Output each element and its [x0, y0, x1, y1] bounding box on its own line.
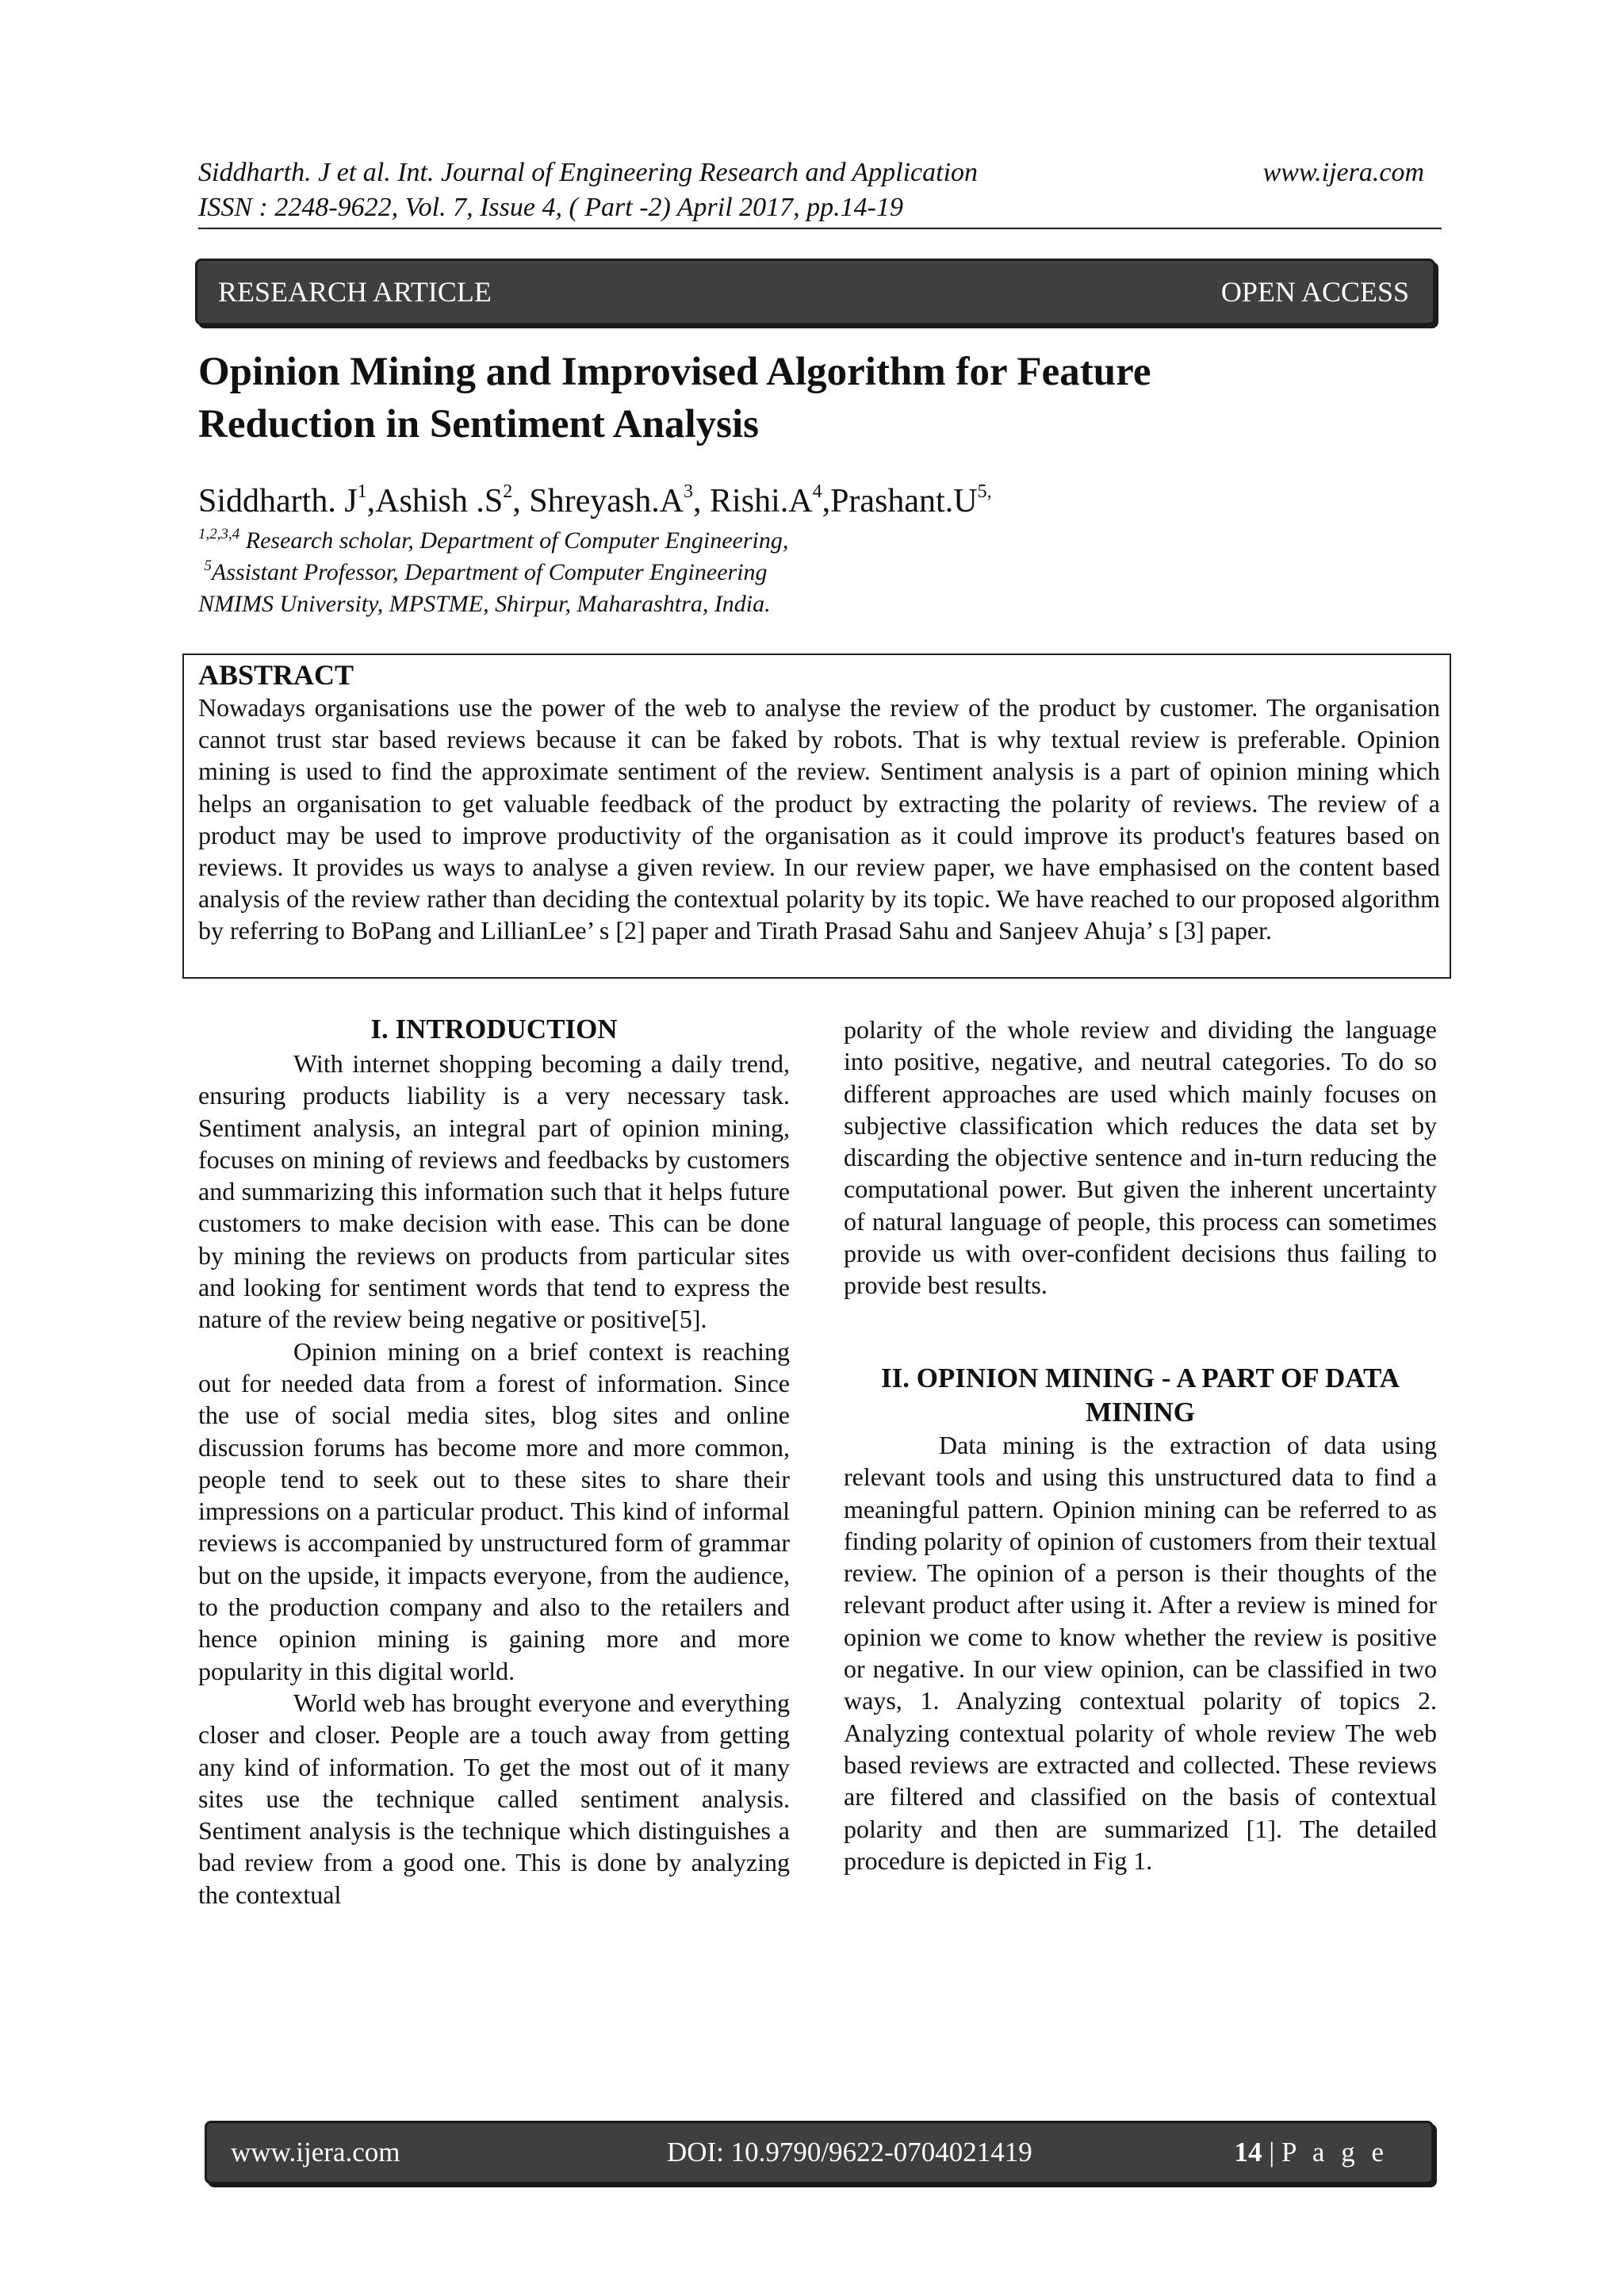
abstract-text: Nowadays organisations use the power of the web to analyse the review of the product by customer. The organisation cannot trust star based reviews because it can be faked by robots. That is why textual review is preferable. Opinion mining is used to find the approximate sentiment of the review. Sentiment analysis is a part of opinion mining which helps an organisation to get valuable feedback of the product by extracting the polarity of reviews. The review of a product may be used to improve productivity of the organisation as it could improve its product's features based on reviews. It provides us ways to analyse a given review. In our review paper, we have emphasised on the content based analysis of the review rather than deciding the contextual polarity by its topic. We have reached to our proposed algorithm by referring to BoPang and LillianLee’ s [2] paper and Tirath Prasad Sahu and Sanjeev Ahuja’ s [3] paper.	[198, 693, 1440, 945]
article-type-label: RESEARCH ARTICLE	[218, 276, 492, 308]
author-list	[198, 479, 992, 523]
affiliation-text: Research scholar, Department of Computer Engineering,	[239, 527, 789, 554]
affiliation-sup: 5	[204, 558, 212, 574]
issn-line: ISSN : 2248-9622, Vol. 7, Issue 4, ( Part -2) April 2017, pp.14-19	[198, 193, 903, 222]
article-type-bar	[195, 259, 1435, 325]
footer-page	[1234, 2123, 1388, 2182]
paragraph: Opinion mining on a brief context is reaching out for needed data from a forest of information. Since the use of social media sites, blog sites and online discussion forums has become more and more common, people tend to seek out to these sites to share their impressions on a particular product. This kind of informal reviews is accompanied by unstructured form of grammar but on the upside, it impacts everyone, from the audience, to the production company and also to the retailers and hence opinion mining is gaining more and more popularity in this digital world.	[198, 1336, 790, 1685]
left-column	[198, 1048, 790, 1911]
section-heading-introduction: I. INTRODUCTION	[370, 1014, 618, 1045]
author-name: ,Ashish .S	[366, 483, 504, 519]
author-name: ,Prashant.U	[822, 483, 978, 519]
author-name: , Rishi.A	[693, 483, 813, 519]
affiliation-sup: 1,2,3,4	[198, 526, 240, 542]
page-word: P a g e	[1281, 2137, 1388, 2168]
author-sup: 2	[503, 481, 513, 502]
author-sup: 5,	[977, 481, 992, 502]
page-separator: |	[1262, 2137, 1281, 2168]
right-column-section2	[844, 1429, 1437, 1876]
access-label: OPEN ACCESS	[1220, 276, 1409, 308]
affiliation-text: Assistant Professor, Department of Computer Engineering	[212, 559, 768, 585]
footer-website: www.ijera.com	[231, 2137, 400, 2168]
paragraph: With internet shopping becoming a daily trend, ensuring products liability is a very necessary task. Sentiment analysis, an integral part of opinion mining, focuses on mining of reviews and feedbacks by customers and summarizing this information such that it helps future customers to make decision with ease. This can be done by mining the reviews on products from particular sites and looking for sentiment words that tend to express the nature of the review being negative or positive[5].	[198, 1049, 790, 1334]
section-heading-opinion-mining: II. OPINION MINING - A PART OF DATA MINING	[880, 1363, 1400, 1428]
paragraph: Data mining is the extraction of data using relevant tools and using this unstructured data to find a meaningful pattern. Opinion mining can be referred to as finding polarity of opinion of customers from their textual review. The opinion of a person is their thoughts of the relevant product after using it. After a review is mined for opinion we come to know whether the review is positive or negative. In our view opinion, can be classified in two ways, 1. Analyzing contextual polarity of topics 2. Analyzing contextual polarity of whole review The web based reviews are extracted and collected. These reviews are filtered and classified on the basis of contextual polarity and then are summarized [1]. The detailed procedure is depicted in Fig 1.	[844, 1431, 1437, 1875]
author-sup: 3	[684, 481, 694, 502]
journal-citation: Siddharth. J et al. Int. Journal of Engineering Research and Application	[198, 158, 979, 187]
author-name: , Shreyash.A	[512, 483, 684, 519]
footer-bar	[205, 2121, 1434, 2184]
paragraph: World web has brought everyone and everything closer and closer. People are a touch away from getting any kind of information. To get the most out of it many sites use the technique called sentiment analysis. Sentiment analysis is the technique which distinguishes a bad review from a good one. This is done by analyzing the contextual	[198, 1688, 790, 1909]
affiliation-line-1	[198, 525, 1388, 557]
right-column	[844, 1014, 1437, 1301]
author-name: Siddharth. J	[198, 483, 358, 519]
abstract-heading: ABSTRACT	[198, 659, 354, 691]
paragraph-continuation: polarity of the whole review and dividing the language into positive, negative, and neutral categories. To do so different approaches are used which mainly focuses on subjective classification which reduces the data set by discarding the objective sentence and in-turn reducing the computational power. But given the inherent uncertainty of natural language of people, this process can sometimes provide us with over-confident decisions thus failing to provide best results.	[844, 1015, 1437, 1300]
affiliation-line-2	[198, 557, 1388, 588]
page-number: 14	[1234, 2137, 1262, 2168]
author-sup: 4	[812, 481, 822, 502]
journal-website: www.ijera.com	[1262, 158, 1424, 187]
paper-title: Opinion Mining and Improvised Algorithm for Feature Reduction in Sentiment Analysis	[198, 350, 1151, 447]
footer-doi: DOI: 10.9790/9622-0704021419	[667, 2137, 1032, 2168]
affiliation-line-3: NMIMS University, MPSTME, Shirpur, Maharashtra, India.	[198, 591, 771, 617]
header-rule	[198, 228, 1442, 229]
author-sup: 1	[357, 481, 367, 502]
